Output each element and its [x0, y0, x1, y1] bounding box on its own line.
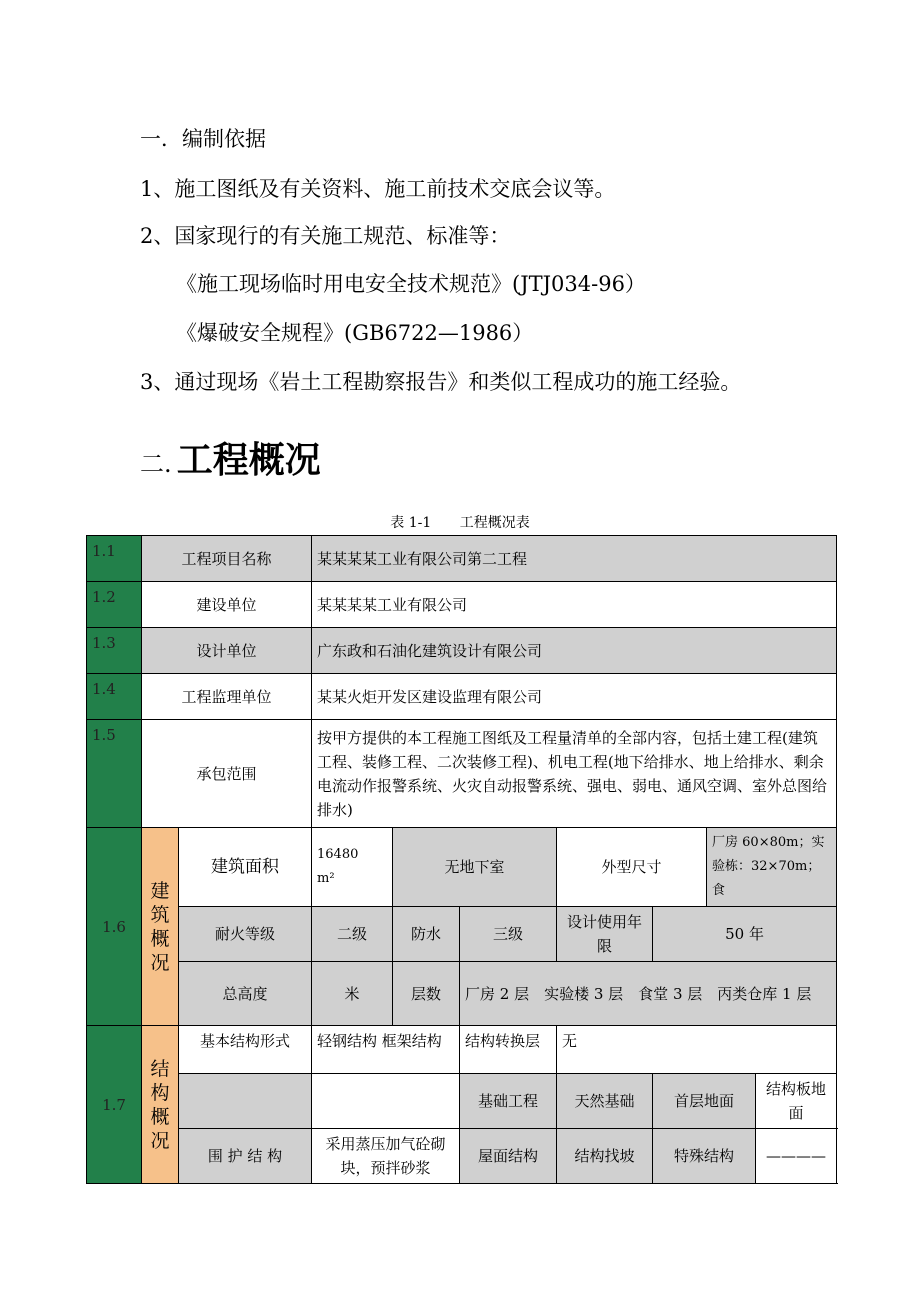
table-row	[87, 1026, 837, 1074]
table-caption-number: 表 1-1	[390, 515, 432, 531]
table-caption-title: 工程概况表	[459, 515, 530, 531]
transfer-floor-label: 结构转换层	[460, 1026, 557, 1074]
fire-rating-value: 二级	[312, 907, 393, 962]
table-row	[87, 962, 837, 1026]
basis-standard-2: 《爆破安全规程》(GB6722—1986）	[176, 321, 534, 345]
basis-item-2: 2、国家现行的有关施工规范、标准等：	[140, 224, 511, 248]
area-cell	[312, 828, 393, 907]
row-index: 1.2	[87, 582, 142, 628]
row-index: 1.5	[87, 720, 142, 828]
project-name-label: 工程项目名称	[142, 536, 312, 582]
overview-number: 二.	[140, 450, 172, 478]
roof-label: 屋面结构	[460, 1129, 557, 1184]
basis-item-1: 1、施工图纸及有关资料、施工前技术交底会议等。	[140, 177, 616, 201]
basis-heading: 一．编制依据	[140, 127, 266, 151]
designer-value: 广东政和石油化建筑设计有限公司	[312, 628, 837, 674]
table-row	[87, 674, 837, 720]
roof-value: 结构找坡	[557, 1129, 653, 1184]
empty-cell	[179, 1074, 312, 1129]
basement-value: 无地下室	[393, 828, 557, 907]
supervisor-label: 工程监理单位	[142, 674, 312, 720]
project-name-value: 某某某某工业有限公司第二工程	[312, 536, 837, 582]
table-row	[87, 628, 837, 674]
basic-structure-label: 基本结构形式	[179, 1026, 312, 1074]
design-life-label: 设计使用年限	[557, 907, 653, 962]
table-row	[87, 1129, 837, 1184]
row-index: 1.6	[87, 828, 142, 1026]
enclosure-value: 采用蒸压加气砼砌块，预拌砂浆	[312, 1129, 460, 1184]
scope-label: 承包范围	[142, 720, 312, 828]
foundation-value: 天然基础	[557, 1074, 653, 1129]
scope-value: 按甲方提供的本工程施工图纸及工程量清单的全部内容，包括土建工程(建筑工程、装修工程、二次装修工程)、机电工程(地下给排水、地上给排水、剩余电流动作报警系统、火灾自动报警系统、强电、弱电、通风空调、室外总图给排水)	[312, 720, 837, 828]
basic-structure-value: 轻钢结构 框架结构	[312, 1026, 460, 1074]
table-row	[87, 907, 837, 962]
height-value: 米	[312, 962, 393, 1026]
overview-heading	[140, 432, 321, 483]
ground-floor-label: 首层地面	[653, 1074, 756, 1129]
size-label: 外型尺寸	[557, 828, 707, 907]
row-index: 1.7	[87, 1026, 142, 1184]
fire-rating-label: 耐火等级	[179, 907, 312, 962]
row-index: 1.1	[87, 536, 142, 582]
area-label: 建筑面积	[179, 828, 312, 907]
special-structure-label: 特殊结构	[653, 1129, 756, 1184]
ground-floor-value: 结构板地面	[756, 1074, 837, 1129]
waterproof-label: 防水	[393, 907, 460, 962]
transfer-floor-value: 无	[557, 1026, 837, 1074]
table-row	[87, 720, 837, 828]
building-group-label: 建筑概况	[142, 828, 179, 1026]
size-value: 厂房 60×80m；实验栋：32×70m；食	[707, 828, 837, 907]
special-structure-value: ————	[756, 1129, 837, 1184]
table-row	[87, 582, 837, 628]
designer-label: 设计单位	[142, 628, 312, 674]
row-index: 1.4	[87, 674, 142, 720]
enclosure-label: 围 护 结 构	[179, 1129, 312, 1184]
owner-value: 某某某某工业有限公司	[312, 582, 837, 628]
basis-standard-1: 《施工现场临时用电安全技术规范》(JTJ034-96）	[176, 272, 646, 296]
table-caption	[0, 512, 920, 532]
area-unit: m²	[317, 871, 335, 886]
height-label: 总高度	[179, 962, 312, 1026]
owner-label: 建设单位	[142, 582, 312, 628]
waterproof-value: 三级	[460, 907, 557, 962]
floors-value: 厂房 2 层 实验楼 3 层 食堂 3 层 丙类仓库 1 层	[460, 962, 837, 1026]
overview-table	[86, 535, 836, 1184]
basis-item-3: 3、通过现场《岩土工程勘察报告》和类似工程成功的施工经验。	[140, 370, 742, 394]
area-value: 16480	[317, 847, 359, 862]
empty-cell	[312, 1074, 460, 1129]
supervisor-value: 某某火炬开发区建设监理有限公司	[312, 674, 837, 720]
row-index: 1.3	[87, 628, 142, 674]
overview-title: 工程概况	[176, 440, 321, 481]
foundation-label: 基础工程	[460, 1074, 557, 1129]
structure-group-label: 结构概况	[142, 1026, 179, 1184]
design-life-value: 50 年	[653, 907, 837, 962]
table-row	[87, 828, 837, 907]
floors-label: 层数	[393, 962, 460, 1026]
table-row	[87, 536, 837, 582]
table-row	[87, 1074, 837, 1129]
